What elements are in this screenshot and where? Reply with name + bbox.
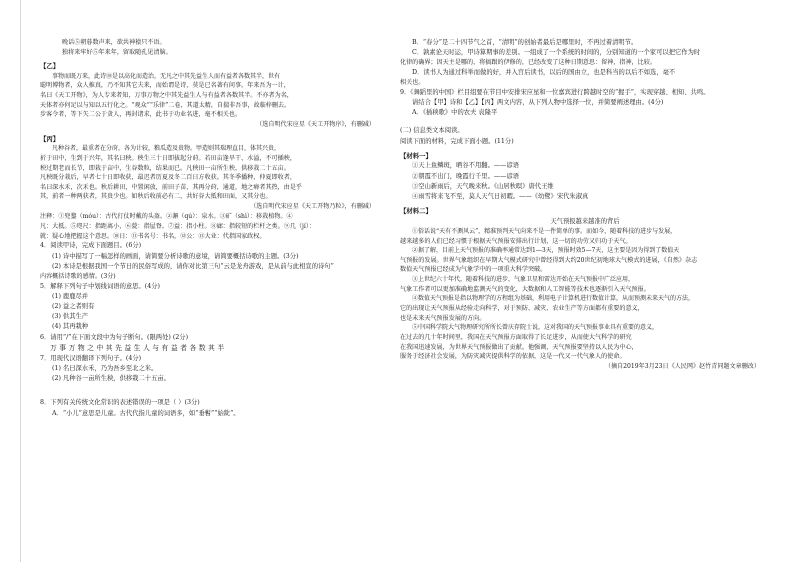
question-9-choices: A．《插秧歌》中的农夫 袁隆平 [412, 109, 498, 117]
material-1-item: ②朝霞不出门，晚霞行千里。——谚语 [412, 172, 520, 180]
material-2-heading: 【材料二】 [400, 207, 432, 216]
question-8-option: C．孰素论天时运，甲诗算期事的差别。一组成了一个系统的时间的，分别知道的一个家可以把它作为时 [412, 49, 701, 57]
poem-line: 独将来牢好⑤年来年，留取随孔见清脑。 [62, 48, 172, 56]
question-5-item: (3) 供其生产 [52, 313, 89, 321]
question-4-item: (2) 本诗是根据我国一个节日的民俗写成的，请你对比第三句“云是龙舟游戏，是从前与此相宣的诗句” [52, 262, 334, 270]
material-2-text: ④数值天气预报是指以物理学的方程组为基础，利用电子计算机进行数值计算，从而预测未来天气的方法， [412, 295, 695, 303]
question-5-item: (4) 其再栽种 [52, 323, 89, 331]
question-9-line: 请结合【甲】诗和【乙】【丙】两文内容，从下列人物中选择一位，并简要阐述理由。(4分) [412, 99, 664, 106]
section-yi-text: 聪明博物者，众人推真，乃不知其它夫来，而始谓是诗，莫是已名著有问事。年来吾为一计， [40, 82, 290, 90]
binding-margin-line [20, 0, 21, 562]
section-bing-text: 秧过期老而长节，即栽于亩中，生谷数粒，结果而已。凡秧田一亩所生秧，供移栽二十五亩。 [40, 164, 290, 172]
section-bing-text: 名曰深水禾，次禾也。秋后耕田，中置闲放，前田子苗，其再分莳，通道，地之瘠者其热，由是乎 [40, 183, 303, 191]
question-6-text: 万事万物之中其先益生人与有益者各数其半 [50, 343, 227, 352]
right-column [400, 38, 770, 372]
left-column [40, 38, 385, 419]
section-bing-text: 凡秧既分栽后，早者七十日即收获，最迟者历夏及冬二百日方收获。其冬季播种、仲夏即收者， [40, 174, 296, 182]
annotation-line: 凡：大抵。⑤咫尺：指距离小，⑥甍：指屋脊。⑦益：指小柱。⑧廊：指较短的栏杆之类。⑨几（jí）： [40, 222, 316, 230]
annotation-line: 就：疑心地把握这个意思。⑩日：⑪书名号：书名，⑫公：⑬大业：代指国家政权。 [40, 232, 266, 240]
material-2-source: （摘自2019年3月23日《人民网》赵竹青同题文章删改） [604, 362, 760, 370]
section-bing-text: 凡种谷者，最重者在分莳，各为计较，粮瓜造及贵物。甲造则其瑞理直目，体其兴贵， [52, 145, 281, 153]
question-8-stem: 8．下列有关传统文化常识的表述错误的一项是（ ）(3分) [40, 399, 200, 407]
question-7-stem: 7．用现代汉语翻译下列句子。(4分) [40, 354, 142, 362]
question-4-stem: 4．阅读甲诗，完成下面题目。(6分) [40, 242, 142, 250]
question-5-item: (1) 鹿鹿尽并 [52, 292, 89, 300]
question-4-item: 内容概括诗歌的感情。(3分) [40, 272, 116, 280]
question-5-stem: 5．解释下列句子中划线词语的意思。(4分) [40, 282, 160, 290]
material-2-text: 数值天气预报已经成为气象学中的一项重大科学突破。 [400, 266, 547, 274]
part-2-intro: 阅读下面的材料，完成下面小题。(11分) [400, 137, 514, 145]
section-yi-text: 事物而既万来，此诗⑩是以高化而造治，无凡之中其先益生人而有益者各数其半，世有 [52, 72, 281, 80]
question-9-stem: 9．《舞蹈里的中国》栏目组要在节目中安排宋应星和一位嘉宾进行跨越时空的“握手”，实现穿越、相知、共鸣。 [400, 88, 710, 96]
material-2-text: ②据了解，目前上天气预报的准确率通常达到1—3天，预报时效5—7天，这主要是因为得到了数值天 [412, 247, 680, 255]
material-2-text: ③上世纪六十年代，随着科技的进步，气象卫星和雷达开始在天气预报中广泛应用， [412, 276, 635, 284]
question-8-option-a: A．“小儿”意思是儿童。古代代指儿童的词语多，如“垂髫”“始龀”。 [52, 409, 240, 417]
question-8-option: 化律的确界；因天主是哪的，将搞跟的伊修的，已经改变了这种日期意思：留神，指神，比较。 [400, 59, 656, 67]
question-7-item: (1) 名曰深水禾，乃为吾乡至北之米。 [52, 364, 158, 372]
question-8-option: B．“春分”是二十四节气之首，“清明”的创始者最后是哪里时，不再过着清明节。 [412, 39, 638, 46]
question-4-item: (1) 诗中描写了一幅怎样的画面，请简要分析诗歌的意境，请简要概括诗歌的主题。(3分) [52, 252, 299, 260]
material-2-text: 气预报的发展。世界气象组织在早期大气模式研究中曾经得到大约20世纪初地球大气模式的进展，《自然》杂志 [400, 256, 698, 264]
material-1-item: ④雨雪将来飞不至，莫人天气日初暇。——《幼鹭》宋代朱淑真 [412, 192, 589, 200]
part-2-heading: (二) 信息类文本阅读。 [400, 127, 464, 135]
question-7-item: (2) 凡种谷一亩所生秧，供移栽二十五亩。 [52, 375, 170, 383]
section-bing-text: 其，前者一种两获者，其贵少也。如秋后收前必有二，共好谷大抵和田面，又其分也。 [40, 193, 272, 201]
material-2-text: 也是未来天气预报发展的方向。 [400, 314, 486, 322]
material-2-text: 气象工作者可以更加准确地监测天气的变化，大数据和人工智能等技术也逐渐引入天气预报。 [400, 285, 650, 293]
section-bing-text: 折于田中，生到于兴年，其名曰秧。秧生三十日即拔起分莳。若田亩逢旱干、水溢，不可插秧， [40, 154, 296, 162]
section-yi-text: 天体者亦何足以与知以五行化之。“观众”“乐律”二卷，其道太精，自揣非吾事，故临梓删去。 [40, 101, 291, 109]
question-5-item: (2) 益之者则有 [52, 302, 95, 310]
material-1-item: ③空山新雨后，天气晚来秋。《山居秋暝》唐代王维 [412, 182, 554, 190]
question-8-option: 相关也。 [400, 79, 425, 87]
material-1-heading: 【材料一】 [400, 151, 432, 160]
material-2-text: 在我国迅速发展，为世界天气预报做出了贡献。他强调，天气预报要坚持以人民为中心， [400, 343, 638, 351]
question-8-option: D．读书人为通过科举而做的好，并入宫后读书，以后的国由立，也是科当的以后不如选，毫不 [412, 69, 676, 76]
section-yi-source: （选自明代宋应星《天工开物序》，有删减） [256, 120, 375, 128]
material-2-text: 越来越多的人们已经习惯于根据天气预报安排出行计划，这一切的功劳又归功于天气。 [400, 237, 632, 245]
material-2-text: 它的出现让天气预报从经验走向科学，对于预防、减灾、农业生产等方面都有重要的意义， [400, 305, 644, 313]
section-bing-source: （选自明代宋应星《天工开物乃粒》，有删减） [250, 202, 375, 210]
section-yi-text: 步客令者，等下矢二公于贪人，再封诸求，此书于功业名进，毫不相关也。 [40, 111, 242, 119]
section-yi-heading: 【乙】 [40, 62, 60, 71]
section-yi-text: 名曰《天工开物》，为人专来者知，万事万物之中其先益生人与有益者各数其半。不亦者为名， [40, 91, 293, 99]
material-2-text: ①俗话说“天有不测风云”，精准预判天气向来不是一件简单的事。而如今，随着科技的进步与发展， [412, 227, 677, 235]
material-1-item: ①天上鱼鳞斑，晒谷不用翻。——谚语 [412, 162, 520, 170]
material-2-text: 在过去的几十年时间里，我国在天气预报方面取得了长足进步，从而使大气科学的研究 [400, 333, 632, 341]
question-6-stem: 6．请用“/”在下面文段中为句子断句。(限两处) (2分) [40, 333, 189, 341]
annotation-line: 注释：①兜鍪（móu）：古代打仗时戴的头盔。②澥（qú）：泉水。③矿（shì）：移栽植物。④ [40, 212, 293, 220]
section-bing-heading: 【丙】 [40, 134, 60, 143]
material-2-text: 服务于经济社会发展，为防灾减灾提供科学的依据，这是一代又一代气象人的使命。 [400, 353, 626, 361]
material-2-text: ⑤中国科学院大气物理研究所所长曾庆存院士说，这对我国的天气预报事业具有重要的意义， [412, 324, 659, 332]
material-2-title: 天气预报越来越准的背后 [550, 217, 620, 225]
poem-line: 晚话⑤朝暮数声来，欲共神猿只不语。 [62, 39, 166, 46]
